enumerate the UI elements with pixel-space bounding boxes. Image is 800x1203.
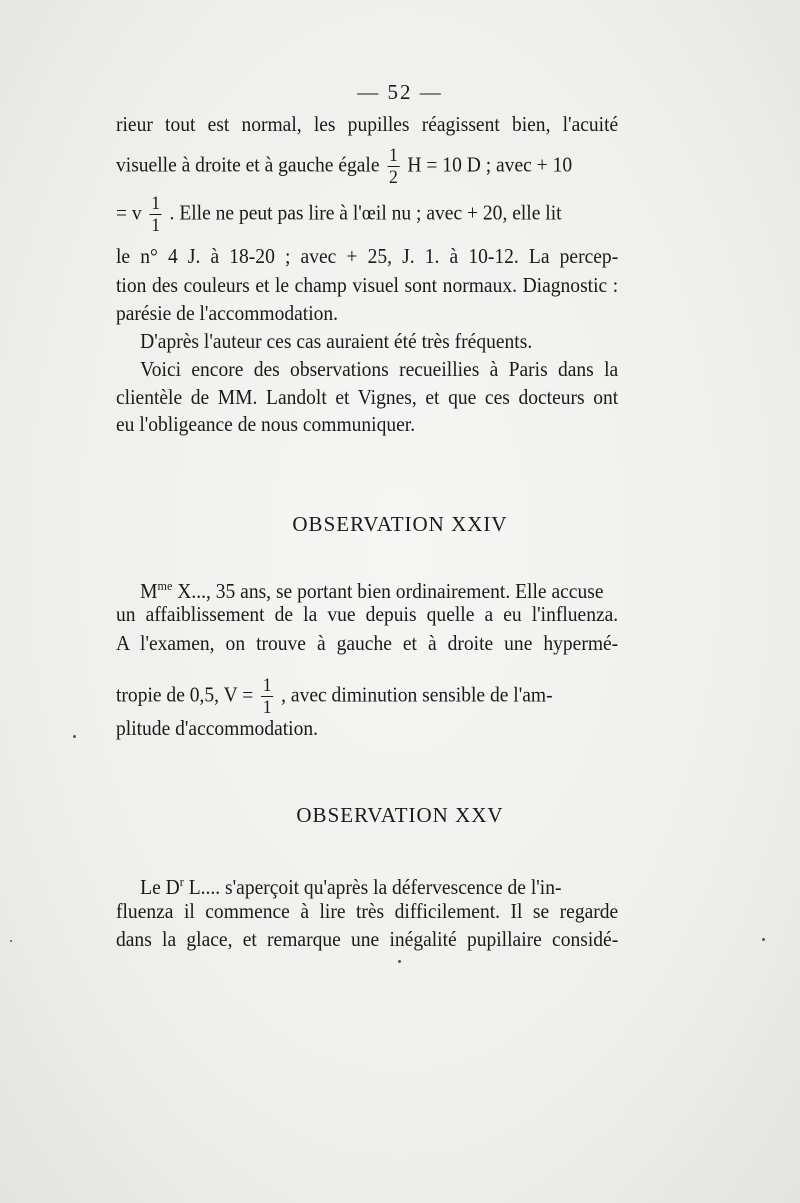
text-segment: tropie de 0,5, V = xyxy=(116,682,254,707)
text-line: le n° 4 J. à 18-20 ; avec + 25, J. 1. à 10-12. La percep- xyxy=(116,244,619,268)
paper-speck xyxy=(73,735,76,738)
text-line: Voici encore des observations recueillies à Paris dans la xyxy=(140,357,619,381)
text-line: rieur tout est normal, les pupilles réagissent bien, l'acuité xyxy=(116,112,619,136)
superscript: r xyxy=(179,874,184,889)
text-line-with-fraction xyxy=(116,194,618,235)
fraction-numerator: 1 xyxy=(262,675,272,696)
text-segment: = v xyxy=(116,200,142,225)
text-line: plitude d'accommodation. xyxy=(116,716,319,740)
text-segment: Le D xyxy=(140,875,180,899)
text-line: A l'examen, on trouve à gauche et à droite une hypermé- xyxy=(116,631,619,655)
fraction xyxy=(149,194,162,235)
text-line: un affaiblissement de la vue depuis quelle a eu l'influenza. xyxy=(116,602,619,626)
section-heading: OBSERVATION XXIV xyxy=(292,512,508,536)
text-segment: . Elle ne peut pas lire à l'œil nu ; avec + 20, elle lit xyxy=(169,200,562,225)
text-line: fluenza il commence à lire très difficilement. Il se regarde xyxy=(116,899,619,923)
fraction-denominator: 1 xyxy=(151,215,161,236)
page-number: — 52 — xyxy=(357,80,443,104)
paper-speck xyxy=(762,938,765,941)
superscript: me xyxy=(157,578,173,593)
text-segment: X..., 35 ans, se portant bien ordinairement. Elle accuse xyxy=(172,579,604,603)
fraction-denominator: 2 xyxy=(389,167,398,188)
text-line: clientèle de MM. Landolt et Vignes, et que ces docteurs ont xyxy=(116,385,619,409)
text-segment: H = 10 D ; avec + 10 xyxy=(407,152,573,177)
text-line: dans la glace, et remarque une inégalité pupillaire considé- xyxy=(116,927,619,951)
fraction-denominator: 1 xyxy=(262,697,272,718)
fraction xyxy=(387,146,400,187)
text-segment: M xyxy=(140,579,158,603)
fraction xyxy=(261,676,274,717)
text-line-with-fraction xyxy=(116,676,618,717)
paper-speck xyxy=(10,940,12,942)
text-line: D'après l'auteur ces cas auraient été très fréquents. xyxy=(140,329,533,353)
text-segment: L.... s'aperçoit qu'après la défervescence de l'in- xyxy=(183,875,562,899)
text-line: parésie de l'accommodation. xyxy=(116,301,339,325)
text-segment: visuelle à droite et à gauche égale xyxy=(116,152,380,177)
text-line-with-fraction xyxy=(116,146,618,187)
text-line: eu l'obligeance de nous communiquer. xyxy=(116,412,416,436)
section-heading: OBSERVATION XXV xyxy=(296,803,504,827)
fraction-numerator: 1 xyxy=(151,193,161,214)
fraction-numerator: 1 xyxy=(389,145,398,166)
paper-speck xyxy=(398,960,401,963)
text-segment: , avec diminution sensible de l'am- xyxy=(281,682,553,707)
text-line: tion des couleurs et le champ visuel sont normaux. Diagnostic : xyxy=(116,273,619,297)
